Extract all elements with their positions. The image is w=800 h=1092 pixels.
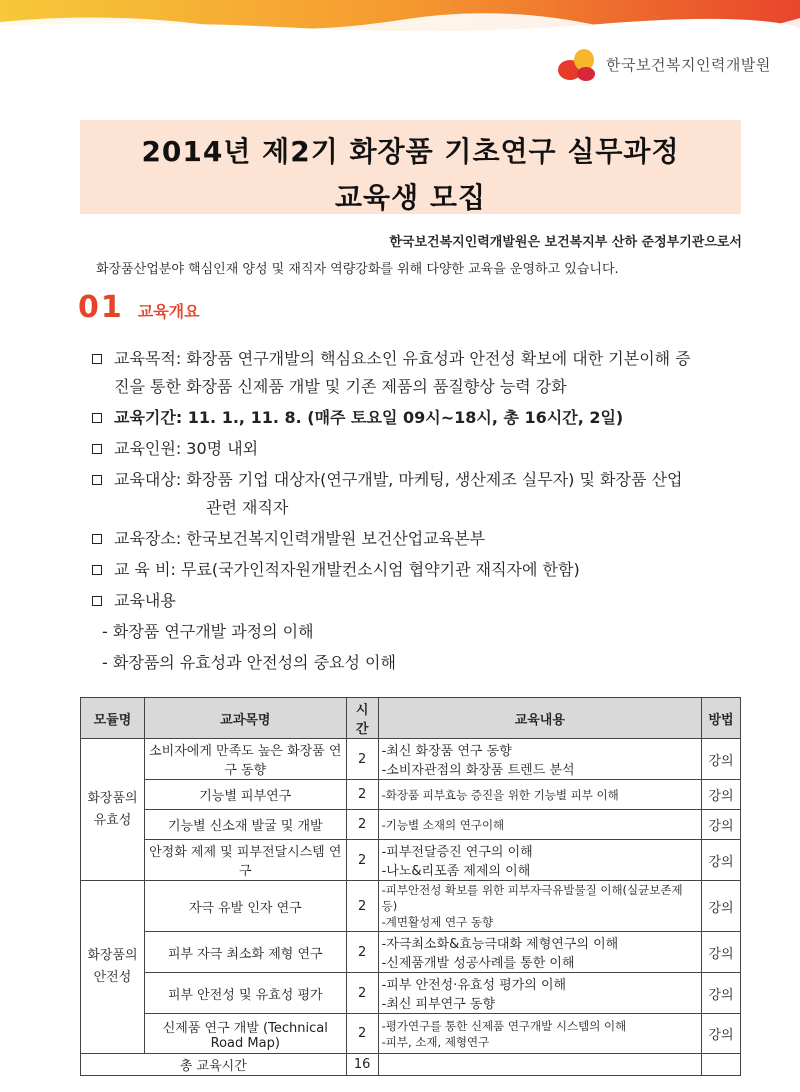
overview-list [92,345,752,680]
module-safety: 화장품의 안전성 [81,881,145,1054]
list-item-place: 교육장소: 한국보건복지인력개발원 보건산업교육본부 [92,525,752,553]
page-subtitle: 교육생 모집 [335,181,486,214]
org-logo [556,46,771,82]
table-row: 화장품의 안전성 자극 유발 인자 연구 2 -피부안전성 확보를 위한 피부자극유발물질 이해(실균보존제 등) -계면활성제 연구 동향 강의 [81,881,741,932]
org-name: 한국보건복지인력개발원 [606,55,771,74]
module-efficacy: 화장품의 유효성 [81,739,145,881]
header-subject: 교과목명 [144,698,346,739]
checkbox-bullet-icon [92,565,102,575]
table-row: 기능별 신소재 발굴 및 개발 2 -기능별 소재의 연구이해 강의 [81,810,741,840]
total-hours: 16 [346,1054,378,1076]
table-row: 피부 안전성 및 유효성 평가 2 -피부 안전성·유효성 평가의 이해 -최신 피부연구 동향 강의 [81,973,741,1014]
table-header-row [81,698,741,739]
header-hours: 시간 [346,698,378,739]
list-item-content: 교육내용 [92,587,752,615]
content-sub-1: - 화장품 연구개발 과정의 이해 [102,622,314,641]
intro-line-1: 한국보건복지인력개발원은 보건복지부 산하 준정부기관으로서 [389,235,742,250]
total-label: 총 교육시간 [81,1054,347,1076]
intro-line-2: 화장품산업분야 핵심인재 양성 및 재직자 역량강화를 위해 다양한 교육을 운영하고 있습니다. [96,262,619,277]
logo-mark-icon [556,46,600,82]
header-module: 모듈명 [81,698,145,739]
title-box [80,120,741,214]
checkbox-bullet-icon [92,354,102,364]
header-decoration [0,0,800,34]
list-item-target: 교육대상: 화장품 기업 대상자(연구개발, 마케팅, 생산제조 실무자) 및 화장품 산업 관련 재직자 [92,466,752,522]
header-method: 방법 [702,698,741,739]
checkbox-bullet-icon [92,444,102,454]
checkbox-bullet-icon [92,413,102,423]
table-row: 화장품의 유효성 소비자에게 만족도 높은 화장품 연구 동향 2 -최신 화장품 연구 동향 -소비자관점의 화장품 트렌드 분석 강의 [81,739,741,780]
checkbox-bullet-icon [92,475,102,485]
content-sub-2: - 화장품의 유효성과 안전성의 중요성 이해 [102,653,396,672]
section-heading [78,290,200,325]
checkbox-bullet-icon [92,534,102,544]
table-row: 피부 자극 최소화 제형 연구 2 -자극최소화&효능극대화 제형연구의 이해 -신제품개발 성공사례를 통한 이해 강의 [81,932,741,973]
header-content: 교육내용 [378,698,701,739]
list-item-fee: 교 육 비: 무료(국가인적자원개발컨소시엄 협약기관 재직자에 한함) [92,556,752,584]
table-total-row [81,1054,741,1076]
table-row: 안정화 제제 및 피부전달시스템 연구 2 -피부전달증진 연구의 이해 -나노&리포좀 제제의 이해 강의 [81,840,741,881]
checkbox-bullet-icon [92,596,102,606]
section-label: 교육개요 [137,302,200,321]
list-item-people: 교육인원: 30명 내외 [92,435,752,463]
section-number: 01 [78,290,124,325]
page-title: 2014년 제2기 화장품 기초연구 실무과정 [141,135,680,168]
table-row: 기능별 피부연구 2 -화장품 피부효능 증진을 위한 기능별 피부 이해 강의 [81,780,741,810]
curriculum-table [80,697,741,1076]
list-item-period: 교육기간: 11. 1., 11. 8. (매주 토요일 09시~18시, 총 16시간, 2일) [92,404,752,432]
list-item-goal: 교육목적: 화장품 연구개발의 핵심요소인 유효성과 안전성 확보에 대한 기본이해 증 진을 통한 화장품 신제품 개발 및 기존 제품의 품질향상 능력 강화 [92,345,752,401]
table-row: 신제품 연구 개발 (Technical Road Map) 2 -평가연구를 통한 신제품 연구개발 시스템의 이해 -피부, 소재, 제형연구 강의 [81,1014,741,1054]
